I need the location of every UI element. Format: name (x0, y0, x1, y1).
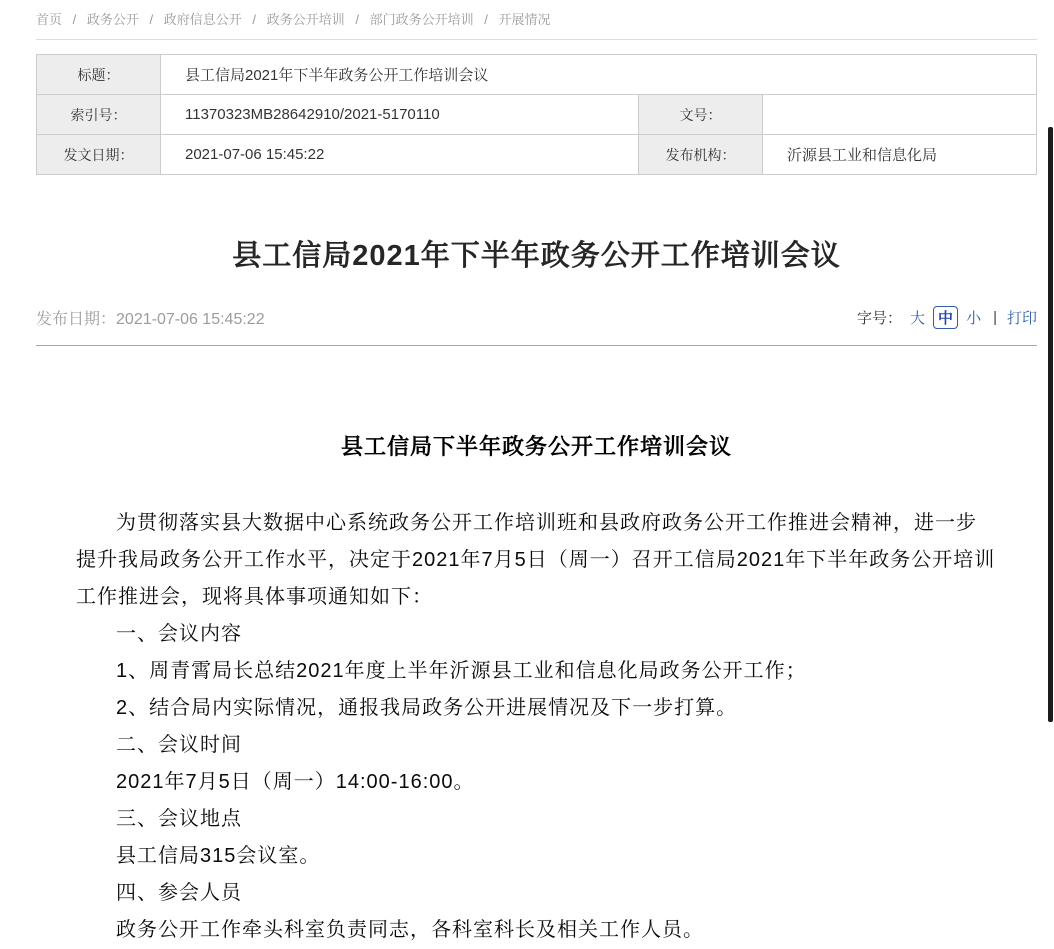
breadcrumb-separator: / (149, 12, 154, 27)
article-paragraph: 为贯彻落实县大数据中心系统政务公开工作培训班和县政府政务公开工作推进会精神，进一步提升我局政务公开工作水平，决定于2021年7月5日（周一）召开工信局2021年下半年政务公开培训工作推进会，现将具体事项通知如下： (76, 512, 996, 608)
breadcrumb-separator: / (355, 12, 359, 27)
meta-row-title (37, 55, 1037, 95)
breadcrumb-item-bumenpeixun[interactable]: 部门政务公开培训 (369, 12, 474, 27)
vertical-scrollbar-thumb[interactable] (1048, 127, 1053, 722)
doc-number-value (763, 95, 1037, 135)
publisher-label: 发布机构： (639, 135, 763, 175)
article-paragraph: 县工信局315会议室。 (116, 845, 321, 867)
content-divider (36, 345, 1037, 346)
article-section-heading: 四、参会人员 (116, 882, 242, 904)
doc-number-label: 文号： (639, 95, 763, 135)
font-size-large-button[interactable]: 大 (910, 310, 926, 327)
article-body (36, 430, 1037, 949)
article-paragraph: 2、结合局内实际情况，通报我局政务公开进展情况及下一步打算。 (116, 697, 738, 719)
title-label: 标题： (37, 55, 161, 95)
breadcrumb-item-zhengwugongkai[interactable]: 政务公开 (86, 12, 139, 27)
document-meta-table (36, 54, 1037, 175)
article-section-heading: 二、会议时间 (116, 734, 242, 756)
index-number-value: 11370323MB28642910/2021-5170110 (161, 95, 639, 135)
title-value: 县工信局2021年下半年政务公开工作培训会议 (161, 55, 1037, 95)
font-size-label: 字号： (857, 310, 903, 327)
publish-date (36, 306, 265, 329)
article-section-heading: 一、会议内容 (116, 623, 242, 645)
issue-date-label: 发文日期： (37, 135, 161, 175)
meta-row-index (37, 95, 1037, 135)
article-meta-row (36, 306, 1037, 329)
breadcrumb-separator: / (484, 12, 488, 27)
article-paragraph: 政务公开工作牵头科室负责同志，各科室科长及相关工作人员。 (116, 919, 704, 941)
font-size-small-button[interactable]: 小 (966, 310, 982, 327)
meta-row-date (37, 135, 1037, 175)
breadcrumb-item-kaizhanqingkuang[interactable]: 开展情况 (498, 12, 551, 27)
article-paragraph: 1、周青霄局长总结2021年度上半年沂源县工业和信息化局政务公开工作； (116, 660, 807, 682)
index-number-label: 索引号： (37, 95, 161, 135)
publisher-value: 沂源县工业和信息化局 (763, 135, 1037, 175)
publish-date-value: 2021-07-06 15:45:22 (116, 311, 265, 328)
breadcrumb-separator: / (252, 12, 257, 27)
font-size-medium-button[interactable]: 中 (933, 306, 958, 329)
article-paragraph: 2021年7月5日（周一）14:00-16:00。 (116, 771, 475, 793)
publish-date-label: 发布日期： (36, 311, 117, 328)
breadcrumb (36, 0, 1037, 39)
print-button[interactable]: 打印 (1006, 310, 1037, 327)
issue-date-value: 2021-07-06 15:45:22 (161, 135, 639, 175)
breadcrumb-item-home[interactable]: 首页 (36, 12, 63, 27)
breadcrumb-item-zhengwugongkaipeixun[interactable]: 政务公开培训 (266, 12, 345, 27)
font-size-controls (857, 306, 1037, 329)
article-subtitle: 县工信局下半年政务公开工作培训会议 (340, 434, 732, 459)
controls-divider: | (993, 309, 997, 326)
breadcrumb-separator: / (72, 12, 77, 27)
breadcrumb-item-zhengfuxinxigongkai[interactable]: 政府信息公开 (163, 12, 242, 27)
page-title: 县工信局2021年下半年政务公开工作培训会议 (232, 240, 841, 272)
article-section-heading: 三、会议地点 (116, 808, 242, 830)
top-divider (36, 39, 1037, 40)
